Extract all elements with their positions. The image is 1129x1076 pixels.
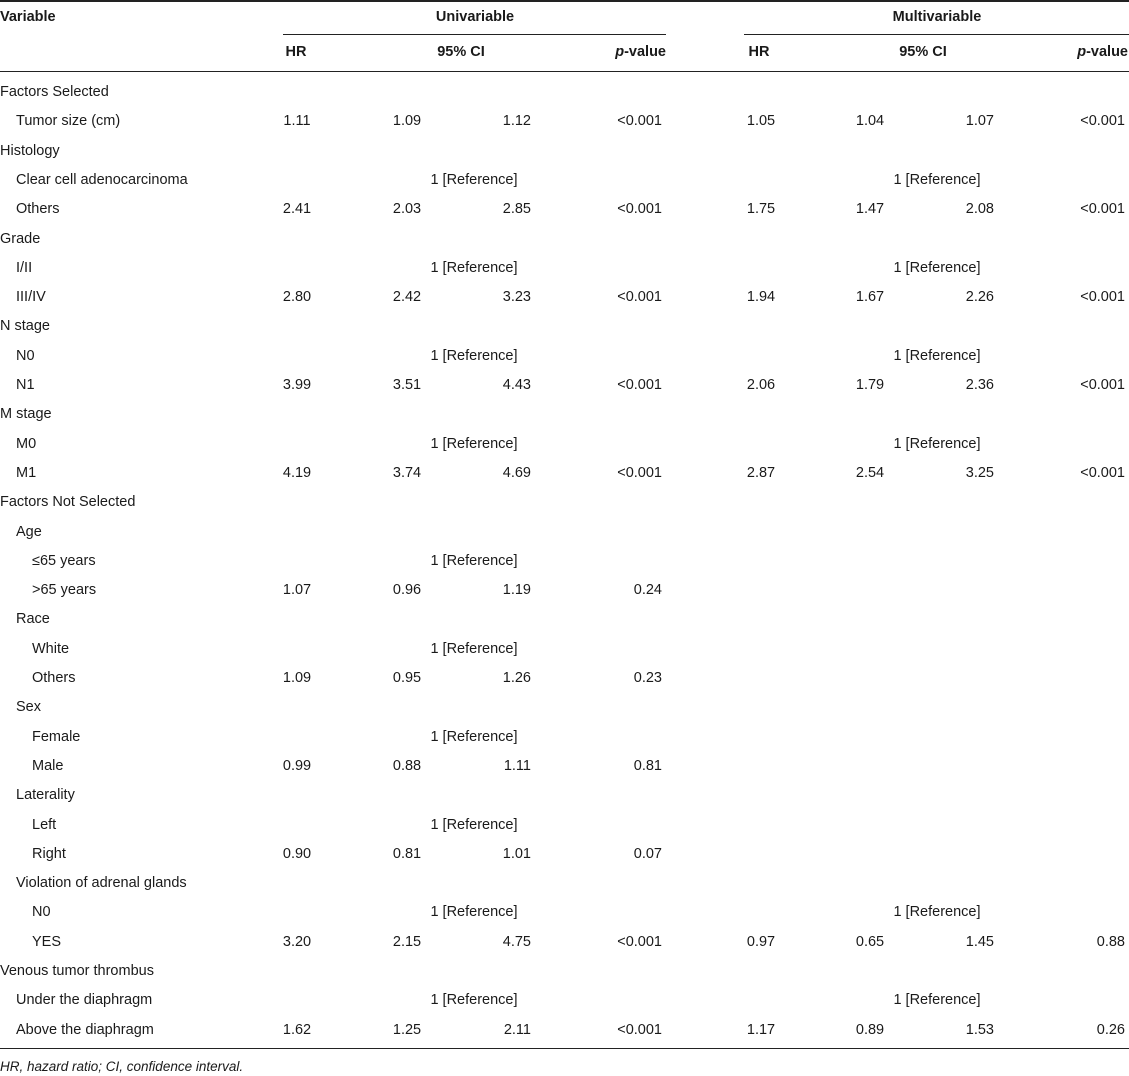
- uni-p-value: <0.001: [617, 201, 662, 218]
- uni-ci-lower: 3.74: [392, 464, 422, 481]
- uni-hr: 1.09: [282, 670, 312, 686]
- uni-ci-upper: 1.01: [502, 845, 531, 862]
- row-label: Male: [32, 757, 64, 774]
- uni-p-value: <0.001: [617, 113, 662, 130]
- table-row: [0, 986, 1129, 1015]
- table-row: [0, 898, 1129, 927]
- multi-p-value: <0.001: [1080, 289, 1125, 306]
- uni-p-value: 0.07: [633, 845, 662, 862]
- table-row: [0, 840, 1129, 869]
- table-row: [0, 78, 1129, 107]
- table-row: [0, 869, 1129, 898]
- row-label: Tumor size (cm): [16, 113, 121, 130]
- multi-p-value: 0.26: [1096, 1021, 1125, 1038]
- uni-reference: 1 [Reference]: [430, 904, 518, 921]
- uni-ci-upper: 2.85: [502, 201, 531, 218]
- multi-hr: 1.17: [746, 1021, 776, 1038]
- table-row: [0, 459, 1129, 488]
- row-label: N1: [16, 377, 35, 393]
- table-bottom-rule: [0, 1048, 1129, 1049]
- uni-ci-upper: 1.19: [502, 582, 531, 599]
- row-label: Under the diaphragm: [16, 992, 153, 1009]
- uni-ci-lower: 2.03: [392, 201, 422, 218]
- row-label: M0: [16, 435, 37, 452]
- uni-reference: 1 [Reference]: [430, 816, 518, 833]
- multi-ci-upper: 2.36: [965, 377, 994, 393]
- row-label: Factors Selected: [0, 84, 109, 100]
- uni-ci-lower: 0.96: [392, 582, 422, 599]
- table-row: [0, 635, 1129, 664]
- uni-ci-lower: 1.09: [392, 113, 422, 130]
- table-row: [0, 400, 1129, 429]
- multi-ci-lower: 2.54: [855, 464, 885, 481]
- row-label: Others: [32, 670, 76, 686]
- uni-p-value: 0.23: [633, 670, 662, 686]
- uni-ci-upper: 1.11: [503, 757, 531, 774]
- row-label: Clear cell adenocarcinoma: [16, 171, 188, 188]
- uni-reference: 1 [Reference]: [430, 728, 518, 745]
- multi-hr: 1.94: [746, 289, 776, 306]
- multi-ci-lower: 1.79: [855, 377, 885, 393]
- uni-hr: 0.90: [282, 845, 312, 862]
- uni-ci-upper: 4.69: [502, 464, 531, 481]
- multi-ci-lower: 1.04: [855, 113, 885, 130]
- header-uni-hr: HR: [285, 44, 307, 60]
- table-row: [0, 811, 1129, 840]
- footnote: HR, hazard ratio; CI, confidence interval.: [0, 1059, 244, 1074]
- uni-ci-lower: 3.51: [392, 377, 422, 393]
- multi-reference: 1 [Reference]: [893, 904, 981, 921]
- uni-ci-lower: 2.15: [392, 933, 422, 950]
- uni-ci-upper: 3.23: [502, 289, 531, 306]
- uni-reference: 1 [Reference]: [430, 347, 518, 364]
- uni-hr: 3.99: [282, 377, 312, 393]
- uni-ci-upper: 4.75: [502, 933, 531, 950]
- uni-hr: 0.99: [282, 757, 312, 774]
- uni-reference: 1 [Reference]: [430, 435, 518, 452]
- row-label: White: [32, 640, 70, 657]
- uni-p-value: <0.001: [617, 933, 662, 950]
- table-row: [0, 1016, 1129, 1045]
- uni-hr: 4.19: [282, 464, 312, 481]
- table-row: [0, 166, 1129, 195]
- row-label: I/II: [16, 259, 33, 276]
- multi-p-value: 0.88: [1096, 933, 1125, 950]
- table-row: [0, 957, 1129, 986]
- uni-reference: 1 [Reference]: [430, 259, 518, 276]
- row-label: N0: [16, 347, 35, 364]
- row-label: Factors Not Selected: [0, 494, 136, 511]
- uni-hr: 1.07: [282, 582, 312, 599]
- row-label: Right: [32, 845, 66, 862]
- multi-ci-lower: 0.89: [855, 1021, 885, 1038]
- row-label: Left: [32, 816, 57, 833]
- row-label: Violation of adrenal glands: [16, 875, 187, 892]
- multi-reference: 1 [Reference]: [893, 347, 981, 364]
- table-row: [0, 254, 1129, 283]
- row-label: N0: [32, 904, 51, 921]
- multi-hr: 1.75: [746, 201, 776, 218]
- multi-reference: 1 [Reference]: [893, 259, 981, 276]
- univariable-underline: [283, 34, 666, 35]
- row-label: Others: [16, 201, 60, 218]
- header-multi-hr: HR: [748, 44, 770, 60]
- header-bottom-rule: [0, 71, 1129, 72]
- multi-p-value: <0.001: [1080, 377, 1125, 393]
- multi-reference: 1 [Reference]: [893, 992, 981, 1009]
- table-row: [0, 488, 1129, 517]
- row-label: Sex: [16, 699, 41, 716]
- uni-reference: 1 [Reference]: [430, 640, 518, 657]
- header-multi-ci: 95% CI: [899, 44, 947, 60]
- uni-ci-upper: 2.11: [503, 1021, 531, 1038]
- row-label: Histology: [0, 142, 60, 159]
- table-row: [0, 693, 1129, 722]
- header-multivariable: Multivariable: [892, 9, 982, 25]
- multi-hr: 0.97: [746, 933, 776, 950]
- uni-p-value: <0.001: [617, 464, 662, 481]
- table-row: [0, 781, 1129, 810]
- table-top-rule: [0, 0, 1129, 2]
- multi-p-value: <0.001: [1080, 201, 1125, 218]
- row-label: >65 years: [32, 582, 97, 599]
- multi-ci-upper: 2.26: [965, 289, 994, 306]
- row-label: ≤65 years: [32, 552, 96, 569]
- table-row: [0, 195, 1129, 224]
- row-label: M stage: [0, 406, 52, 423]
- multi-hr: 1.05: [746, 113, 776, 130]
- row-label: Grade: [0, 230, 41, 247]
- multi-p-value: <0.001: [1080, 113, 1125, 130]
- table-row: [0, 371, 1129, 400]
- table-row: [0, 518, 1129, 547]
- row-label: YES: [32, 933, 62, 950]
- uni-p-value: <0.001: [617, 289, 662, 306]
- row-label: Venous tumor thrombus: [0, 963, 154, 979]
- row-label: Age: [16, 523, 42, 540]
- table-row: [0, 430, 1129, 459]
- multi-ci-upper: 1.07: [965, 113, 994, 130]
- multi-reference: 1 [Reference]: [893, 171, 981, 188]
- uni-ci-lower: 2.42: [392, 289, 422, 306]
- table-row: [0, 137, 1129, 166]
- uni-hr: 1.62: [282, 1021, 312, 1038]
- multi-ci-upper: 3.25: [965, 464, 994, 481]
- table-row: [0, 605, 1129, 634]
- table-row: [0, 928, 1129, 957]
- uni-ci-lower: 1.25: [392, 1021, 422, 1038]
- table-row: [0, 664, 1129, 693]
- row-label: Female: [32, 728, 81, 745]
- multi-reference: 1 [Reference]: [893, 435, 981, 452]
- header-uni-pvalue: p-value: [615, 44, 666, 60]
- uni-p-value: <0.001: [617, 1021, 662, 1038]
- header-multi-pvalue: p-value: [1077, 44, 1128, 60]
- multi-hr: 2.06: [746, 377, 776, 393]
- row-label: Above the diaphragm: [16, 1021, 154, 1038]
- multi-hr: 2.87: [746, 464, 776, 481]
- header-univariable: Univariable: [435, 9, 515, 25]
- table-row: [0, 342, 1129, 371]
- multi-ci-upper: 1.53: [965, 1021, 994, 1038]
- uni-ci-lower: 0.81: [392, 845, 422, 862]
- table-row: [0, 576, 1129, 605]
- header-variable: Variable: [0, 9, 56, 25]
- table-row: [0, 283, 1129, 312]
- table-row: [0, 225, 1129, 254]
- uni-ci-upper: 1.12: [502, 113, 531, 130]
- multi-ci-upper: 1.45: [965, 933, 994, 950]
- row-label: Race: [16, 611, 50, 628]
- row-label: III/IV: [16, 289, 46, 306]
- table-row: [0, 723, 1129, 752]
- uni-hr: 2.80: [282, 289, 312, 306]
- uni-ci-upper: 1.26: [502, 670, 531, 686]
- uni-hr: 1.11: [283, 113, 311, 130]
- uni-reference: 1 [Reference]: [430, 552, 518, 569]
- row-label: N stage: [0, 318, 50, 335]
- multi-p-value: <0.001: [1080, 464, 1125, 481]
- uni-p-value: <0.001: [617, 377, 662, 393]
- table-row: [0, 107, 1129, 136]
- multivariable-underline: [744, 34, 1129, 35]
- uni-reference: 1 [Reference]: [430, 992, 518, 1009]
- multi-ci-upper: 2.08: [965, 201, 994, 218]
- uni-p-value: 0.81: [633, 757, 662, 774]
- table-row: [0, 312, 1129, 341]
- multi-ci-lower: 1.67: [855, 289, 885, 306]
- uni-ci-upper: 4.43: [502, 377, 531, 393]
- uni-ci-lower: 0.88: [392, 757, 422, 774]
- row-label: Laterality: [16, 787, 75, 804]
- table-row: [0, 547, 1129, 576]
- header-uni-ci: 95% CI: [437, 44, 485, 60]
- table-row: [0, 752, 1129, 781]
- uni-p-value: 0.24: [633, 582, 662, 599]
- row-label: M1: [16, 464, 37, 481]
- multi-ci-lower: 1.47: [855, 201, 885, 218]
- multi-ci-lower: 0.65: [855, 933, 885, 950]
- uni-reference: 1 [Reference]: [430, 171, 518, 188]
- uni-hr: 3.20: [282, 933, 312, 950]
- uni-hr: 2.41: [282, 201, 312, 218]
- uni-ci-lower: 0.95: [392, 670, 422, 686]
